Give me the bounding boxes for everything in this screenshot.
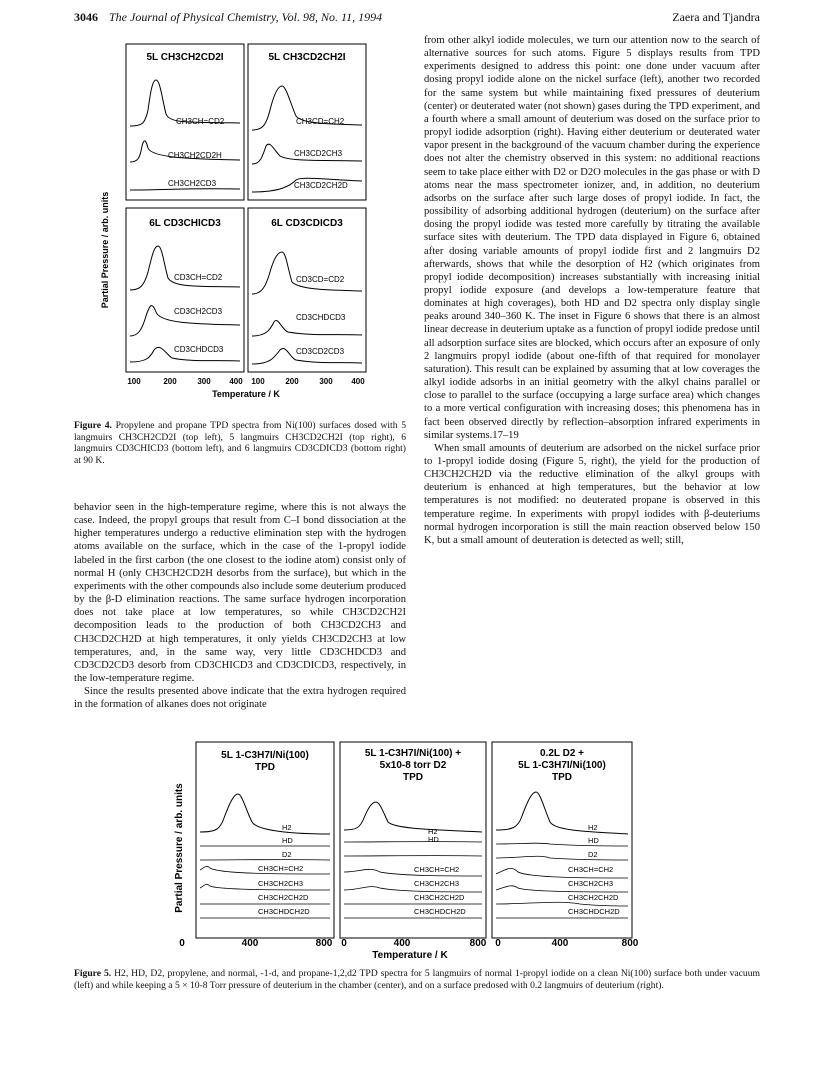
fig4-panel-top-right: [248, 44, 366, 200]
fig4-panel-bottom-right: [248, 208, 366, 372]
fig4-panel-bottom-left: [126, 208, 244, 372]
panel-title: TPD: [403, 772, 423, 783]
body-column-right: [424, 34, 760, 547]
fig5-panel-center: [340, 742, 486, 938]
trace-label: CH3CH2CD3: [168, 179, 217, 188]
panel-title: 5L 1-C3H7I/Ni(100): [518, 760, 606, 771]
trace-label: H2: [428, 827, 438, 836]
trace-label: HD: [428, 835, 439, 844]
panel-title: 6L CD3CHICD3: [149, 218, 221, 229]
trace-label: CH3CD2CH2D: [294, 181, 348, 190]
authors: Zaera and Tjandra: [672, 10, 760, 24]
tick-label: 200: [163, 377, 177, 386]
paragraph: from other alkyl iodide molecules, we turn our attention now to the search of alternative sources for such atoms. Figure 5 displays results from TPD experiments designed to address this point: one done under vacuum after dosing propyl iodide alone on the nickel surface (left), another two recorded for the same system but while maintaining fixed pressures of deuterium (center) or deuterated water (not shown) gases during the TPD experiment, and a fourth where a small amount of deuterium was dosed on the surface prior to propyl iodide adsorption (right). Having either deuterium or deuterated water vapor present in the background of the vacuum chamber during the experience does not alter the chemistry observed in this system: no additional reactions seem to take place either with D2 or D2O molecules in the gas phase or with D atoms near the mass spectrometer ionizer, and, in addition, no deuterium adsorbs on the surface after such large doses of propyl iodide. In fact, the possibility of adsorbing additional hydrogen (deuterium) on the surface after dosing the propyl iodide was tested more carefully by titrating the available surface sites with deuterium. The TPD data displayed in Figure 6, obtained after dosing variable amounts of propyl iodide first and 2 langmuirs D2 afterwards, shows that while the desorption of H2 (which originates from propyl iodide decomposition) increases substantially with increasing initial propyl iodide exposure (and develops a low-temperature feature that dominates at high coverages), both HD and D2 spectra only display single peaks around 340–360 K. The inset in Figure 6 shows that there is an almost linear decrease in deuterium uptake as a function of propyl iodide predose until all adsorption surface sites are blocked, which occurs after an exposure of only 2 langmuirs propyl iodide (about one-fifth of that required for monolayer saturation). This result can be explained by assuming that at low coverages the alkyl iodide adsorbs in an initial geometry with the alkyl chains parallel or close to parallel to the surface (occupying a large surface area) which changes to a more vertical configuration with increasing doses; this phenomena has in fact been observed directly by reflection–absorption infrared experiments in similar systems.17–19: [424, 35, 760, 441]
panel-title: 5L 1-C3H7I/Ni(100) +: [364, 748, 462, 759]
caption-label: Figure 4.: [74, 420, 112, 431]
paragraph: behavior seen in the high-temperature regime, where this is not always the case. Indeed, the propyl groups that result from C–I bond dissociation at the higher temperatures undergo a reductive elimination step with the hydrogen atoms available on the surface, which in the case of the 1-propyl iodide labeled in the first carbon (the one closest to the iodine atom) consist only of normal H (only CH3CH2CD2H desorbs from the surface), but which in the experiments with the other compounds also include some deuterium produced by the β-D elimination reactions. The same surface hydrogen incorporation does not take place at low temperatures, so while CH3CD2CH2I decomposition leads to the production of both CH3CD2CH3 and CH3CD2CH2D at high temperatures, it only yields CH3CD2CH3 at low temperatures, and, in the same way, very little CD3CHDCD3 and CD3CD2CD3 desorb from CD3CHICD3 and CD3CDICD3, respectively, in the low-temperature regime.: [74, 502, 406, 685]
tick-label: 100: [127, 377, 141, 386]
trace-label: CH3CHDCH2D: [258, 907, 310, 916]
trace-label: H2: [282, 823, 292, 832]
panel-title: TPD: [552, 772, 572, 783]
paragraph: Since the results presented above indicate that the extra hydrogen required in the formation of alkanes does not originate: [74, 686, 406, 711]
fig5-y-axis-label: Partial Pressure / arb. units: [174, 783, 185, 913]
page-number: 3046: [74, 10, 98, 24]
trace-label: CH3CHDCH2D: [414, 907, 466, 916]
fig4-x-axis-label: Temperature / K: [212, 389, 280, 399]
trace-label: CH3CH=CH2: [258, 864, 304, 873]
trace-label: CH3CH2CH2D: [258, 893, 309, 902]
panel-title: 5L 1-C3H7I/Ni(100): [221, 750, 309, 761]
paragraph: When small amounts of deuterium are adsorbed on the nickel surface prior to 1-propyl iodide dosing (Figure 5, right), the yield for the production of CH3CH2CH2D via the reductive elimination of the alkyl groups with deuterium is enhanced at high temperatures, but the behavior at low temperatures is not modified: no deuterated propane is observed in this temperature regime. In experiments with propyl iodides with β-deuteriums normal hydrogen incorporation is still the main reaction observed below 150 K, but a small amount of deuteration is detected as well; still,: [424, 442, 760, 546]
tick-label: 200: [285, 377, 299, 386]
trace-label: CD3CH2CD3: [174, 307, 223, 316]
tick-label: 400: [393, 938, 411, 949]
body-column-left: [74, 501, 406, 712]
trace-label: HD: [588, 836, 599, 845]
panel-title: 0.2L D2 +: [539, 748, 585, 759]
trace-label: CH3CD2CH3: [294, 149, 343, 158]
panel-title: 5L CH3CD2CH2I: [268, 52, 346, 63]
panel-title: TPD: [255, 762, 275, 773]
trace-label: CH3CH2CH3: [414, 879, 460, 888]
trace-label: CH3CH=CH2: [568, 865, 614, 874]
panel-title: 6L CD3CDICD3: [271, 218, 343, 229]
trace-label: D2: [282, 850, 292, 859]
trace-label: CH3CH2CD2H: [168, 151, 222, 160]
fig5-panel-right: [492, 742, 632, 938]
tick-label: 800: [621, 938, 639, 949]
caption-text: H2, HD, D2, propylene, and normal, -1-d, and propane-1,2,d2 TPD spectra for 5 langmuirs of normal 1-propyl iodide on a clean Ni(100) surface both under vacuum (left) and while keeping a 5 × 10-8 Torr pressure of deuterium in the chamber (center), and on a surface predosed with 0.2 langmuirs of deuterium (right).: [74, 968, 760, 991]
trace-label: HD: [282, 836, 293, 845]
trace-label: CH3CH2CH3: [258, 879, 304, 888]
figure-4-caption: [74, 420, 406, 466]
figure-5-caption: [74, 968, 760, 991]
trace-label: CH3CD=CH2: [296, 117, 345, 126]
trace-label: CD3CD=CD2: [296, 275, 345, 284]
tick-label: 0: [179, 938, 185, 949]
panel-title: 5x10-8 torr D2: [379, 760, 447, 771]
tick-label: 400: [551, 938, 569, 949]
trace-label: H2: [588, 823, 598, 832]
trace-label: CH3CH2CH2D: [568, 893, 619, 902]
tick-label: 400: [351, 377, 365, 386]
trace-label: CH3CH=CH2: [414, 865, 460, 874]
trace-label: CD3CD2CD3: [296, 347, 345, 356]
tick-label: 800: [315, 938, 333, 949]
trace-label: CD3CHDCD3: [296, 313, 346, 322]
running-header: [74, 10, 760, 26]
fig4-y-axis-label: Partial Pressure / arb. units: [100, 191, 110, 309]
tick-label: 0: [341, 938, 347, 949]
trace-label: D2: [588, 850, 598, 859]
panel-title: 5L CH3CH2CD2I: [146, 52, 224, 63]
fig5-x-axis-label: Temperature / K: [372, 950, 448, 960]
trace-label: CH3CH=CD2: [176, 117, 225, 126]
figure-5: [160, 738, 660, 960]
trace-label: CD3CHDCD3: [174, 345, 224, 354]
fig4-panel-top-left: [126, 44, 244, 200]
tick-label: 0: [495, 938, 501, 949]
tick-label: 800: [469, 938, 487, 949]
tick-label: 300: [197, 377, 211, 386]
tick-label: 400: [241, 938, 259, 949]
fig4-x-ticks: [127, 377, 365, 386]
trace-label: CH3CH2CH3: [568, 879, 614, 888]
figure-4: [90, 40, 380, 416]
caption-text: Propylene and propane TPD spectra from Ni(100) surfaces dosed with 5 langmuirs CH3CH2CD2I (top left), 5 langmuirs CH3CD2CH2I (top right), 6 langmuirs CD3CHICD3 (bottom left), and 6 langmuirs CD3CDICD3 (bottom right) at 90 K.: [74, 420, 406, 466]
fig5-x-ticks: [179, 938, 639, 949]
trace-label: CD3CH=CD2: [174, 273, 223, 282]
trace-label: CH3CH2CH2D: [414, 893, 465, 902]
tick-label: 400: [229, 377, 243, 386]
journal-citation: The Journal of Physical Chemistry, Vol. 98, No. 11, 1994: [109, 10, 383, 24]
tick-label: 100: [251, 377, 265, 386]
caption-label: Figure 5.: [74, 968, 112, 979]
tick-label: 300: [319, 377, 333, 386]
fig5-panel-left: [196, 742, 334, 938]
trace-label: CH3CHDCH2D: [568, 907, 620, 916]
